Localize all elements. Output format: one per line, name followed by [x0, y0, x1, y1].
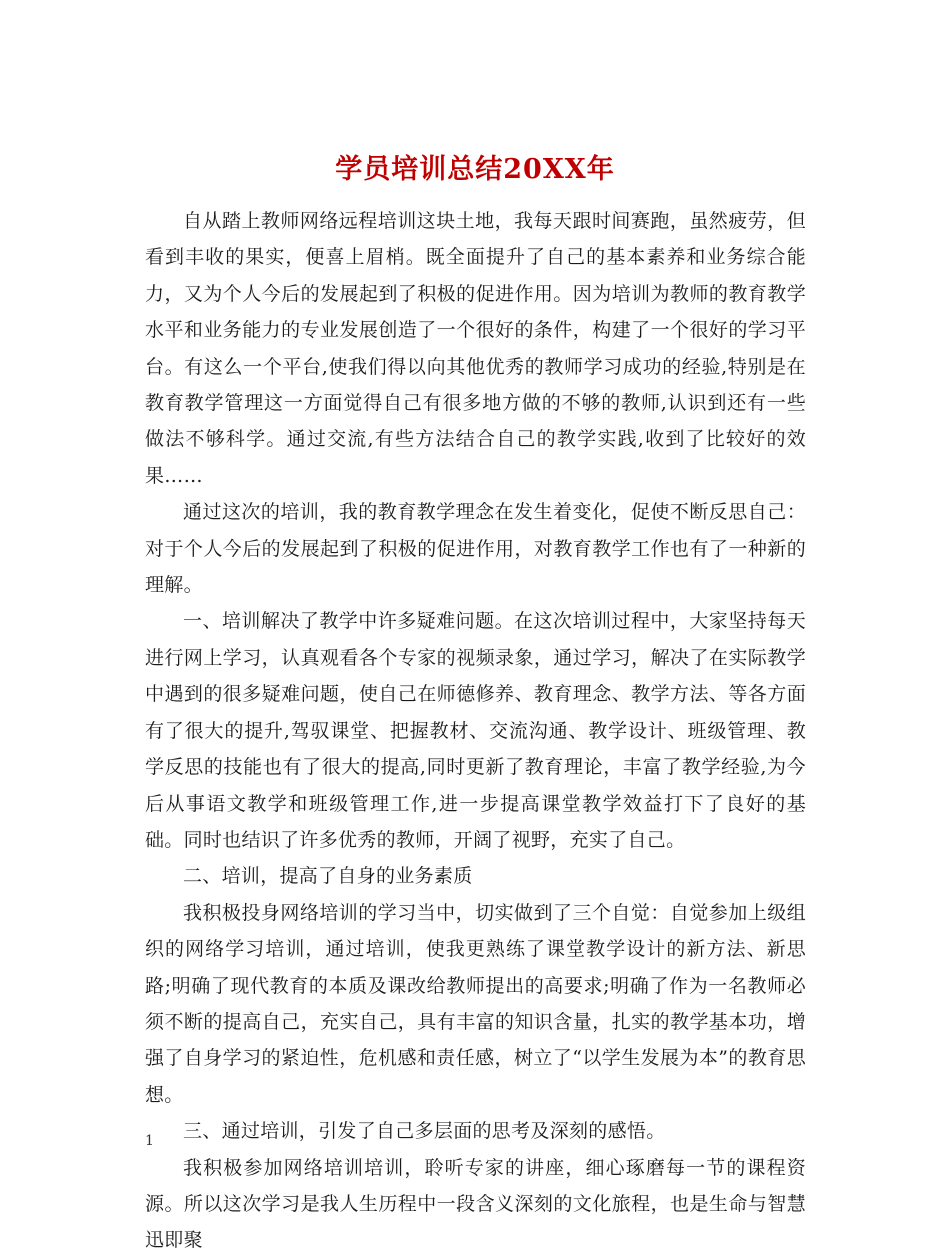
paragraph-reflection: 通过这次的培训，我的教育教学理念在发生着变化，促使不断反思自己：对于个人今后的发展起到了积极的促进作用，对教育教学工作也有了一种新的理解。	[145, 501, 806, 597]
page-number: 1	[145, 1133, 154, 1149]
heading-section-two: 二、培训，提高了自身的业务素质	[183, 865, 473, 888]
document-title: 学员培训总结20XX年	[335, 154, 615, 186]
document-body	[145, 203, 806, 1259]
paragraph-section-two: 我积极投身网络培训的学习当中，切实做到了三个自觉：自觉参加上级组织的网络学习培训，通过培训，使我更熟练了课堂教学设计的新方法、新思路;明确了现代教育的本质及课改给教师提出的高要求;明确了作为一名教师必须不断的提高自己，充实自己，具有丰富的知识含量，扎实的教学基本功，增强了自身学习的紧迫性，危机感和责任感，树立了“以学生发展为本”的教育思想。	[145, 901, 806, 1106]
paragraph-intro: 自从踏上教师网络远程培训这块土地，我每天跟时间赛跑，虽然疲劳，但看到丰收的果实，便喜上眉梢。既全面提升了自己的基本素养和业务综合能力，又为个人今后的发展起到了积极的促进作用。因为培训为教师的教育教学水平和业务能力的专业发展创造了一个很好的条件，构建了一个很好的学习平台。有这么一个平台,使我们得以向其他优秀的教师学习成功的经验,特别是在教育教学管理这一方面觉得自己有很多地方做的不够的教师,认识到还有一些做法不够科学。通过交流,有些方法结合自己的教学实践,收到了比较好的效果……	[145, 210, 806, 487]
paragraph-section-one: 一、培训解决了教学中许多疑难问题。在这次培训过程中，大家坚持每天进行网上学习，认真观看各个专家的视频录象，通过学习，解决了在实际教学中遇到的很多疑难问题，使自己在师德修养、教育理念、教学方法、等各方面有了很大的提升,驾驭课堂、把握教材、交流沟通、教学设计、班级管理、教学反思的技能也有了很大的提高,同时更新了教育理论，丰富了教学经验,为今后从事语文教学和班级管理工作,进一步提高课堂教学效益打下了良好的基础。同时也结识了许多优秀的教师，开阔了视野，充实了自己。	[145, 610, 806, 851]
heading-section-three: 三、通过培训，引发了自己多层面的思考及深刻的感悟。	[183, 1120, 666, 1143]
paragraph-section-three: 我积极参加网络培训培训，聆听专家的讲座，细心琢磨每一节的课程资源。所以这次学习是我人生历程中一段含义深刻的文化旅程，也是生命与智慧迅即聚	[145, 1156, 806, 1252]
